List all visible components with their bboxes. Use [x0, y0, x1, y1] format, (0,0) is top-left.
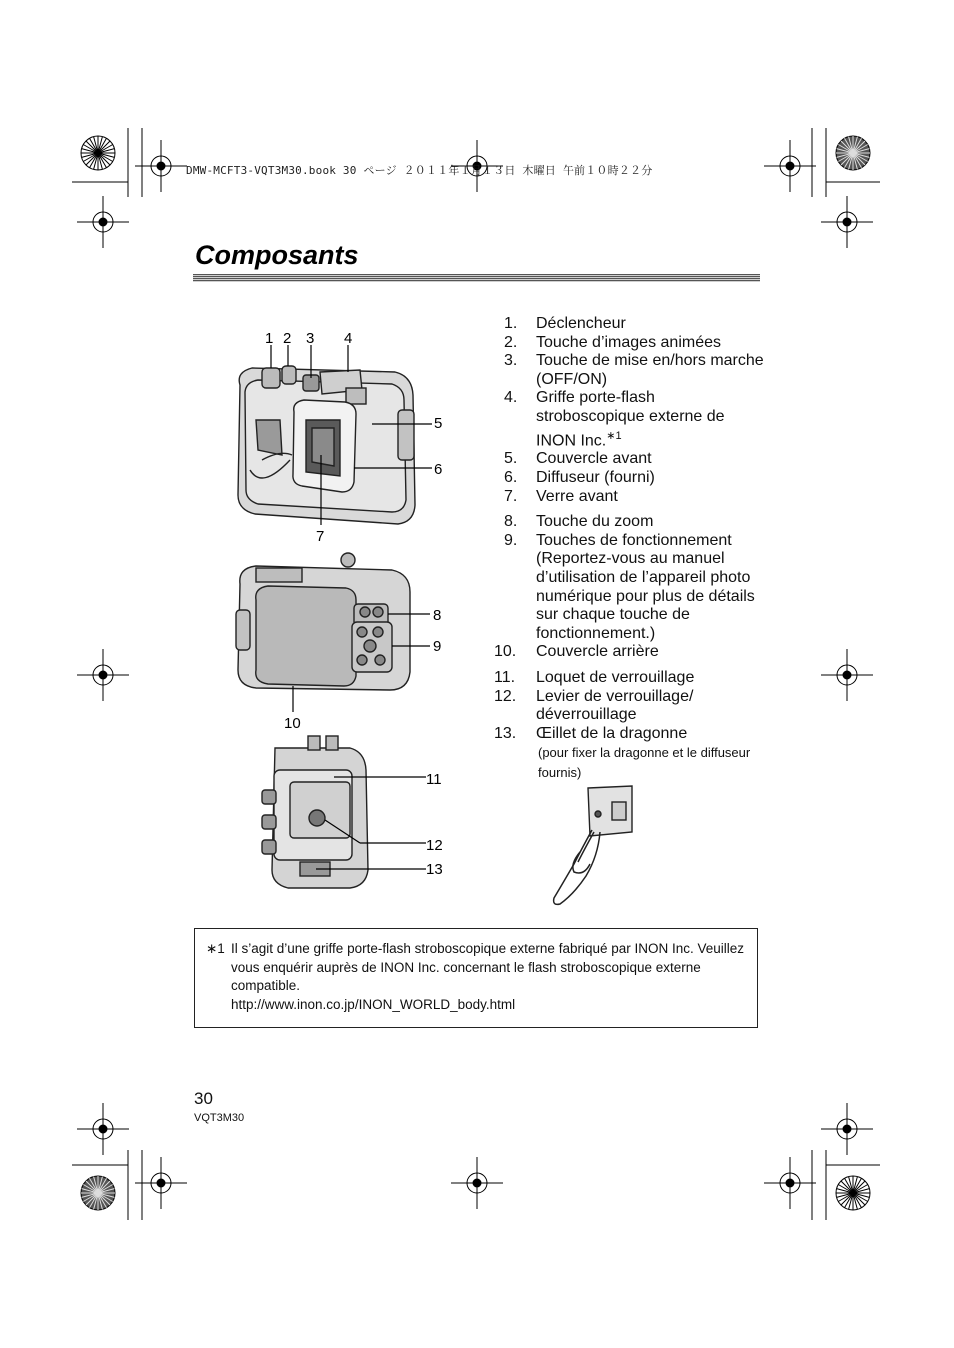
title-rule	[193, 274, 760, 282]
housing-front-view	[238, 366, 415, 524]
crosshair-target	[451, 1157, 503, 1209]
callout-10: 10	[284, 715, 301, 732]
crosshair-target	[77, 1103, 129, 1155]
crosshair-target	[135, 1157, 187, 1209]
crosshair-target	[764, 140, 816, 192]
crosshair-target	[821, 196, 873, 248]
callout-3: 3	[306, 330, 315, 347]
footnote-url: http://www.inon.co.jp/INON_WORLD_body.html	[231, 996, 516, 1012]
callout-11: 11	[426, 771, 442, 788]
parts-list	[494, 315, 764, 783]
strap-illustration	[540, 780, 640, 908]
crosshair-target	[821, 649, 873, 701]
components-illustration	[195, 320, 495, 910]
callout-12: 12	[426, 837, 443, 854]
list-item: 5. Couvercle avant	[504, 450, 652, 468]
list-item: 11. Loquet de verrouillage	[494, 669, 695, 687]
list-item: 10. Couvercle arrière	[494, 643, 659, 661]
registration-disc	[836, 1176, 870, 1210]
housing-side-view	[262, 736, 368, 888]
list-item: 7. Verre avant	[504, 487, 618, 505]
callout-1: 1	[265, 330, 274, 347]
crosshair-target	[77, 196, 129, 248]
list-item: 13. Œillet de la dragonne	[494, 724, 688, 742]
crosshair-target	[821, 1103, 873, 1155]
footnote-mark: ∗1	[206, 941, 225, 956]
print-header: DMW-MCFT3-VQT3M30.book 30 ページ ２０１１年１月１３日 木曜日 午前１０時２２分	[186, 164, 653, 177]
footnote-text: Il s’agit d’une griffe porte-flash stroboscopique externe fabriqué par INON Inc. Veuillez vous enquérir auprès de INON Inc. concernant le flash stroboscopique externe compatible.	[231, 941, 745, 993]
callout-7: 7	[316, 528, 325, 545]
list-item: 9. Touches de fonctionnement (Reportez-vous au manuel d’utilisation de l’appareil photo numérique pour plus de détails sur chaque touche de fonctionnement.)	[504, 531, 755, 642]
callout-5: 5	[434, 415, 443, 432]
list-item: 4. Griffe porte-flash stroboscopique externe de INON Inc.$^{∗1}$	[504, 389, 725, 449]
item13-note: (pour fixer la dragonne et le diffuseur fournis)	[538, 745, 751, 781]
crosshair-target	[764, 1157, 816, 1209]
housing-back-view	[236, 553, 410, 690]
callout-2: 2	[283, 330, 292, 347]
callout-13: 13	[426, 861, 443, 878]
registration-disc	[836, 136, 870, 170]
list-item: 12. Levier de verrouillage/ déverrouillage	[494, 687, 694, 724]
page-number: 30	[194, 1089, 213, 1108]
crosshair-target	[135, 140, 187, 192]
doc-code: VQT3M30	[194, 1112, 245, 1124]
registration-disc	[81, 1176, 115, 1210]
list-item: 6. Diffuseur (fourni)	[504, 469, 655, 487]
callout-9: 9	[433, 638, 442, 655]
callout-6: 6	[434, 461, 443, 478]
registration-disc	[81, 136, 115, 170]
callout-8: 8	[433, 607, 442, 624]
footnote	[206, 940, 746, 1014]
list-item: 1. Déclencheur	[504, 315, 626, 332]
list-item: 2. Touche d’images animées	[504, 333, 721, 351]
crosshair-target	[77, 649, 129, 701]
list-item: 8. Touche du zoom	[504, 513, 654, 531]
callout-4: 4	[344, 330, 353, 347]
list-item: 3. Touche de mise en/hors marche (OFF/ON)	[504, 352, 764, 388]
footnote-ref: ∗1	[606, 429, 622, 442]
page-title: Composants	[195, 240, 359, 270]
